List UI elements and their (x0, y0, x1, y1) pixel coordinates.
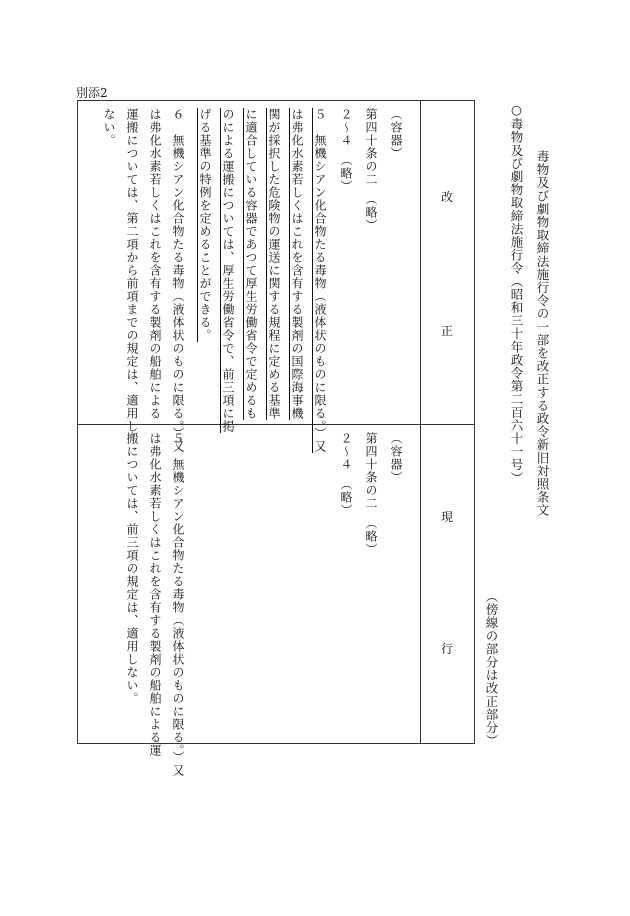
revised-p6-line-3: 運搬については、第二項から前項までの規定は、適用し (125, 108, 139, 433)
revised-heading: （容器） (389, 108, 403, 160)
revised-p5-line-2: は弗化水素若しくはこれを含有する製剤の国際海事機 (290, 108, 304, 420)
current-heading: （容器） (389, 432, 403, 484)
revised-omitted-2-4: ２～４ （略） (339, 108, 353, 193)
revised-p5-line-4: に適合している容器であつて厚生労働省令で定めるも (244, 108, 258, 420)
document-title: 毒物及び劇物取締法施行令の一部を改正する政令新旧対照条文 (535, 150, 550, 517)
header-divider (420, 100, 421, 743)
revised-article: 第四十条の二 （略） (364, 108, 378, 232)
current-header-char-2: 行 (441, 642, 454, 656)
revised-p5-line-5: のによる運搬については、厚生労働省令で、前三項に掲 (221, 108, 235, 433)
current-article: 第四十条の二 （略） (364, 432, 378, 556)
revised-p5-line-3: 関が採択した危険物の運送に関する規程に定める基準 (267, 108, 281, 420)
current-p5-line-3: 搬については、前三項の規定は、適用しない。 (125, 432, 139, 705)
current-p5-line-2: は弗化水素若しくはこれを含有する製剤の船舶による運 (148, 432, 162, 757)
revised-header-char-2: 正 (441, 324, 454, 338)
underline-note: （傍線の部分は改正部分） (484, 590, 499, 748)
revised-p5-line-6: げる基準の特例を定めることができる。 (198, 108, 212, 342)
revised-p6-line-4: ない。 (102, 108, 116, 147)
current-p5-line-1: ５ 無機シアン化合物たる毒物（液体状のものに限る。）又 (171, 432, 185, 777)
revised-p6-line-1: ６ 無機シアン化合物たる毒物（液体状のものに限る。）又 (171, 108, 185, 453)
revised-p5-line-1: ５ 無機シアン化合物たる毒物（液体状のものに限る。）又 (313, 108, 327, 453)
current-header-char-1: 現 (441, 510, 454, 524)
current-omitted-2-4: ２～４ （略） (339, 432, 353, 517)
law-subtitle: ○毒物及び劇物取締法施行令（昭和三十年政令第二百六十一号） (509, 102, 524, 485)
attachment-label: 別添2 (76, 86, 108, 100)
revised-p6-line-2: は弗化水素若しくはこれを含有する製剤の船舶による (148, 108, 162, 420)
revised-header-char-1: 改 (441, 190, 454, 204)
